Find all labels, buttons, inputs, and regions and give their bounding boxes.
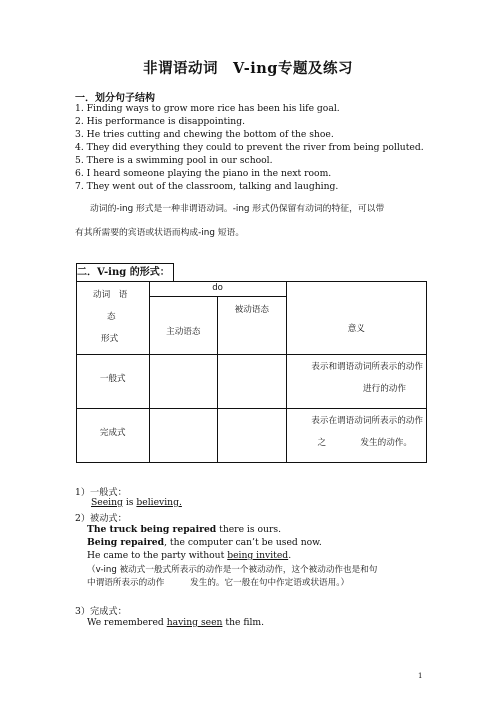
form-label-general: 一般式 — [99, 374, 126, 384]
item3-ex-end: the film. — [222, 617, 265, 628]
sentence-4: 4. They did everything they could to prevent the river from being polluted. — [75, 142, 424, 153]
perfect-meaning-line1: 表示在谓语动词所表示的动作 — [311, 416, 423, 426]
section1-heading: 一．划分句子结构 — [75, 93, 155, 104]
item3-example — [87, 617, 264, 628]
general-passive-cell — [218, 355, 287, 409]
item2-label: 2）被动式： — [75, 513, 127, 524]
intro-paragraph-line1: 动词的-ing 形式是一种非谓语动词。-ing 形式仍保留有动词的特征，可以带 — [90, 204, 385, 214]
sentence-5: 5. There is a swimming pool in our school. — [75, 155, 273, 166]
item2-ex2-rest: , the computer can’t be used now. — [164, 537, 322, 548]
item2-ex3-underlined: being invited — [227, 550, 289, 561]
page-number: 1 — [418, 672, 423, 680]
item2-note-line2: 中谓语所表示的动作 发生的。它一般在句中作定语或状语用。） — [87, 578, 350, 588]
general-meaning-line2: 进行的动作 — [363, 384, 406, 394]
item2-note-line1: （v-ing 被动式一般式所表示的动作是一个被动动作，这个被动动作也是和句 — [87, 565, 378, 575]
active-label: 主动语态 — [166, 327, 201, 337]
page-title: 非谓语动词 V-ing专题及练习 — [143, 60, 353, 77]
item2-ex1-bold: The truck being repaired — [87, 524, 217, 535]
sentence-7: 7. They went out of the classroom, talking and laughing. — [75, 181, 339, 192]
item2-example-3 — [87, 550, 291, 561]
section2-heading: 二．V-ing 的形式： — [76, 263, 174, 282]
item2-ex1-rest: there is ours. — [216, 524, 281, 535]
item3-ex-start: We remembered — [87, 617, 167, 628]
corner-mid-label: 态 — [107, 312, 116, 322]
item3-label: 3）完成式： — [75, 606, 127, 617]
item2-ex3-end: . — [288, 550, 292, 561]
item2-example-1 — [87, 524, 281, 535]
sentence-6: 6. I heard someone playing the piano in the next room. — [75, 168, 332, 179]
sentence-3: 3. He tries cutting and chewing the bottom of the shoe. — [75, 129, 334, 140]
general-meaning-line1: 表示和谓语动词所表示的动作 — [311, 362, 423, 372]
item2-ex3-start: He came to the party without — [87, 550, 228, 561]
corner-top-label: 动词 语 — [93, 290, 128, 300]
sentence-1: 1. Finding ways to grow more rice has been his life goal. — [75, 103, 340, 114]
do-label: do — [212, 283, 223, 293]
perfect-passive-cell — [218, 409, 287, 463]
item2-ex2-bold: Being repaired — [87, 537, 165, 548]
table-corner-cell — [77, 282, 150, 355]
active-header-cell — [149, 297, 218, 355]
table-row-perfect-form — [77, 409, 150, 463]
item1-example-seeing: Seeing — [91, 497, 123, 508]
intro-paragraph-line2: 有其所需要的宾语或状语而构成-ing 短语。 — [75, 228, 245, 238]
sentence-2: 2. His performance is disappointing. — [75, 116, 246, 127]
corner-bottom-label: 形式 — [101, 334, 119, 344]
item3-ex-underlined: having seen — [166, 617, 223, 628]
general-active-cell — [149, 355, 218, 409]
item1-example-believing: believing. — [136, 497, 182, 508]
vin-form-table — [76, 281, 427, 463]
passive-header-cell — [218, 297, 287, 355]
meaning-label: 意义 — [347, 324, 365, 334]
perfect-meaning-cell — [286, 409, 426, 463]
passive-label: 被动语态 — [234, 305, 270, 315]
perfect-active-cell — [149, 409, 218, 463]
item1-example — [91, 497, 182, 508]
item2-example-2 — [87, 537, 322, 548]
table-row-general-form — [77, 355, 150, 409]
item1-label: 1）一般式： — [75, 487, 127, 498]
general-meaning-cell — [286, 355, 426, 409]
meaning-header-cell — [286, 282, 426, 355]
item1-example-is: is — [122, 497, 137, 508]
form-label-perfect: 完成式 — [99, 428, 126, 438]
perfect-meaning-line2: 之 发生的动作。 — [317, 438, 412, 448]
do-header-cell — [149, 282, 286, 297]
